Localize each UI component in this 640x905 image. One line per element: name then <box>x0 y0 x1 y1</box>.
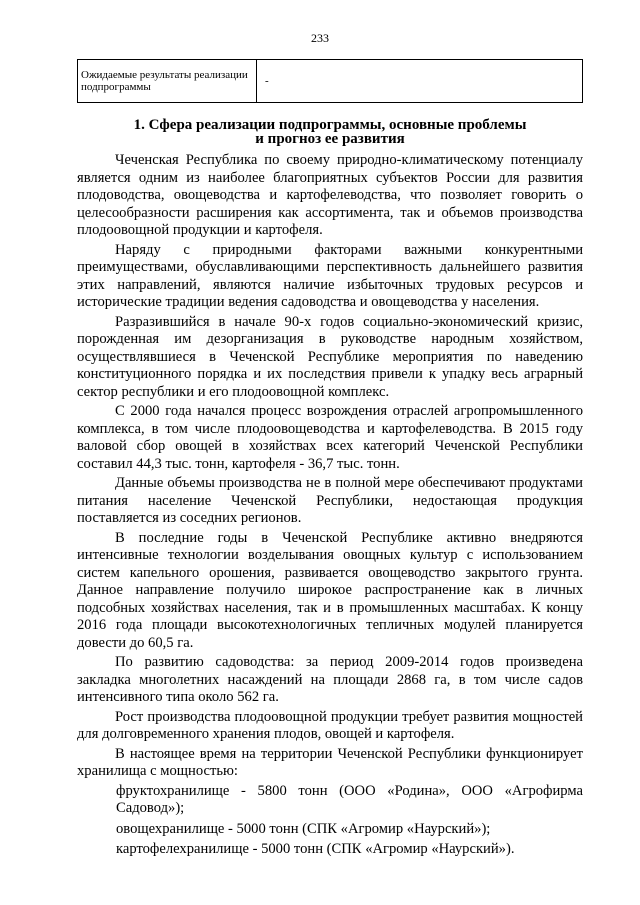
table-row <box>78 60 583 103</box>
info-table <box>77 59 583 103</box>
table-cell-label: Ожидаемые результаты реализации подпрограммы <box>78 60 257 103</box>
table-cell-value: - <box>257 60 583 103</box>
paragraph: По развитию садоводства: за период 2009-2014 годов произведена закладка многолетних насаждений на площади 2868 га, в том числе садов интенсивного типа около 562 га. <box>77 654 583 705</box>
paragraph: Рост производства плодоовощной продукции требует развития мощностей для долговременного хранения плодов, овощей и картофеля. <box>77 708 583 742</box>
list-item: картофелехранилище - 5000 тонн (СПК «Агромир «Наурский»). <box>116 841 515 857</box>
paragraph: Чеченская Республика по своему природно-климатическому потенциалу является одним из наиболее благоприятных субъектов России для развития плодоводства, овощеводства и картофелеводства, что позволяет говорить о целесообразности расширения как ассортимента, так и объемов производства плодоовощной продукции и картофеля. <box>77 152 583 238</box>
list-item: фруктохранилище - 5800 тонн (ООО «Родина», ООО «Агрофирма Садовод»); <box>116 782 583 816</box>
paragraph: Наряду с природными факторами важными конкурентными преимуществами, обуславливающими перспективность дальнейшего развития этих направлений, являются наличие избыточных трудовых ресурсов и исторические традиции ведения садоводства и овощеводства у населения. <box>77 241 583 310</box>
heading-line-1: 1. Сфера реализации подпрограммы, основные проблемы <box>133 117 527 133</box>
page-number: 233 <box>311 31 329 45</box>
paragraph: Данные объемы производства не в полной мере обеспечивают продуктами питания население Чеченской Республики, недостающая продукция поставляется из соседних регионов. <box>77 475 583 526</box>
paragraph: С 2000 года начался процесс возрождения отраслей агропромышленного комплекса, в том числе плодоовощеводства и картофелеводства. В 2015 году валовой сбор овощей в хозяйствах всех категорий Чеченской Республики составил 44,3 тыс. тонн, картофеля - 36,7 тыс. тонн. <box>77 403 583 472</box>
paragraph: В последние годы в Чеченской Республике активно внедряются интенсивные технологии возделывания овощных культур с использованием систем капельного орошения, развивается овощеводство закрытого грунта. Данное направление получило широкое распространение как в личных подсобных хозяйствах населения, так и в промышленных масштабах. К концу 2016 года площади высокотехнологичных тепличных модулей планируется довести до 60,5 га. <box>77 529 583 651</box>
paragraph: Разразившийся в начале 90-х годов социально-экономический кризис, порожденная им дезорганизация в руководстве народным хозяйством, осуществлявшиеся в Чеченской Республике мероприятия по наведению конституционного порядка и их последствия привели к упадку весь аграрный сектор республики и его плодоовощной комплекс. <box>77 313 583 400</box>
heading-line-2: и прогноз ее развития <box>255 131 405 147</box>
document-body <box>77 152 583 862</box>
list-item: овощехранилище - 5000 тонн (СПК «Агромир «Наурский»); <box>116 820 491 837</box>
section-heading <box>77 118 583 146</box>
paragraph: В настоящее время на территории Чеченской Республики функционирует хранилища с мощностью: <box>77 745 583 779</box>
